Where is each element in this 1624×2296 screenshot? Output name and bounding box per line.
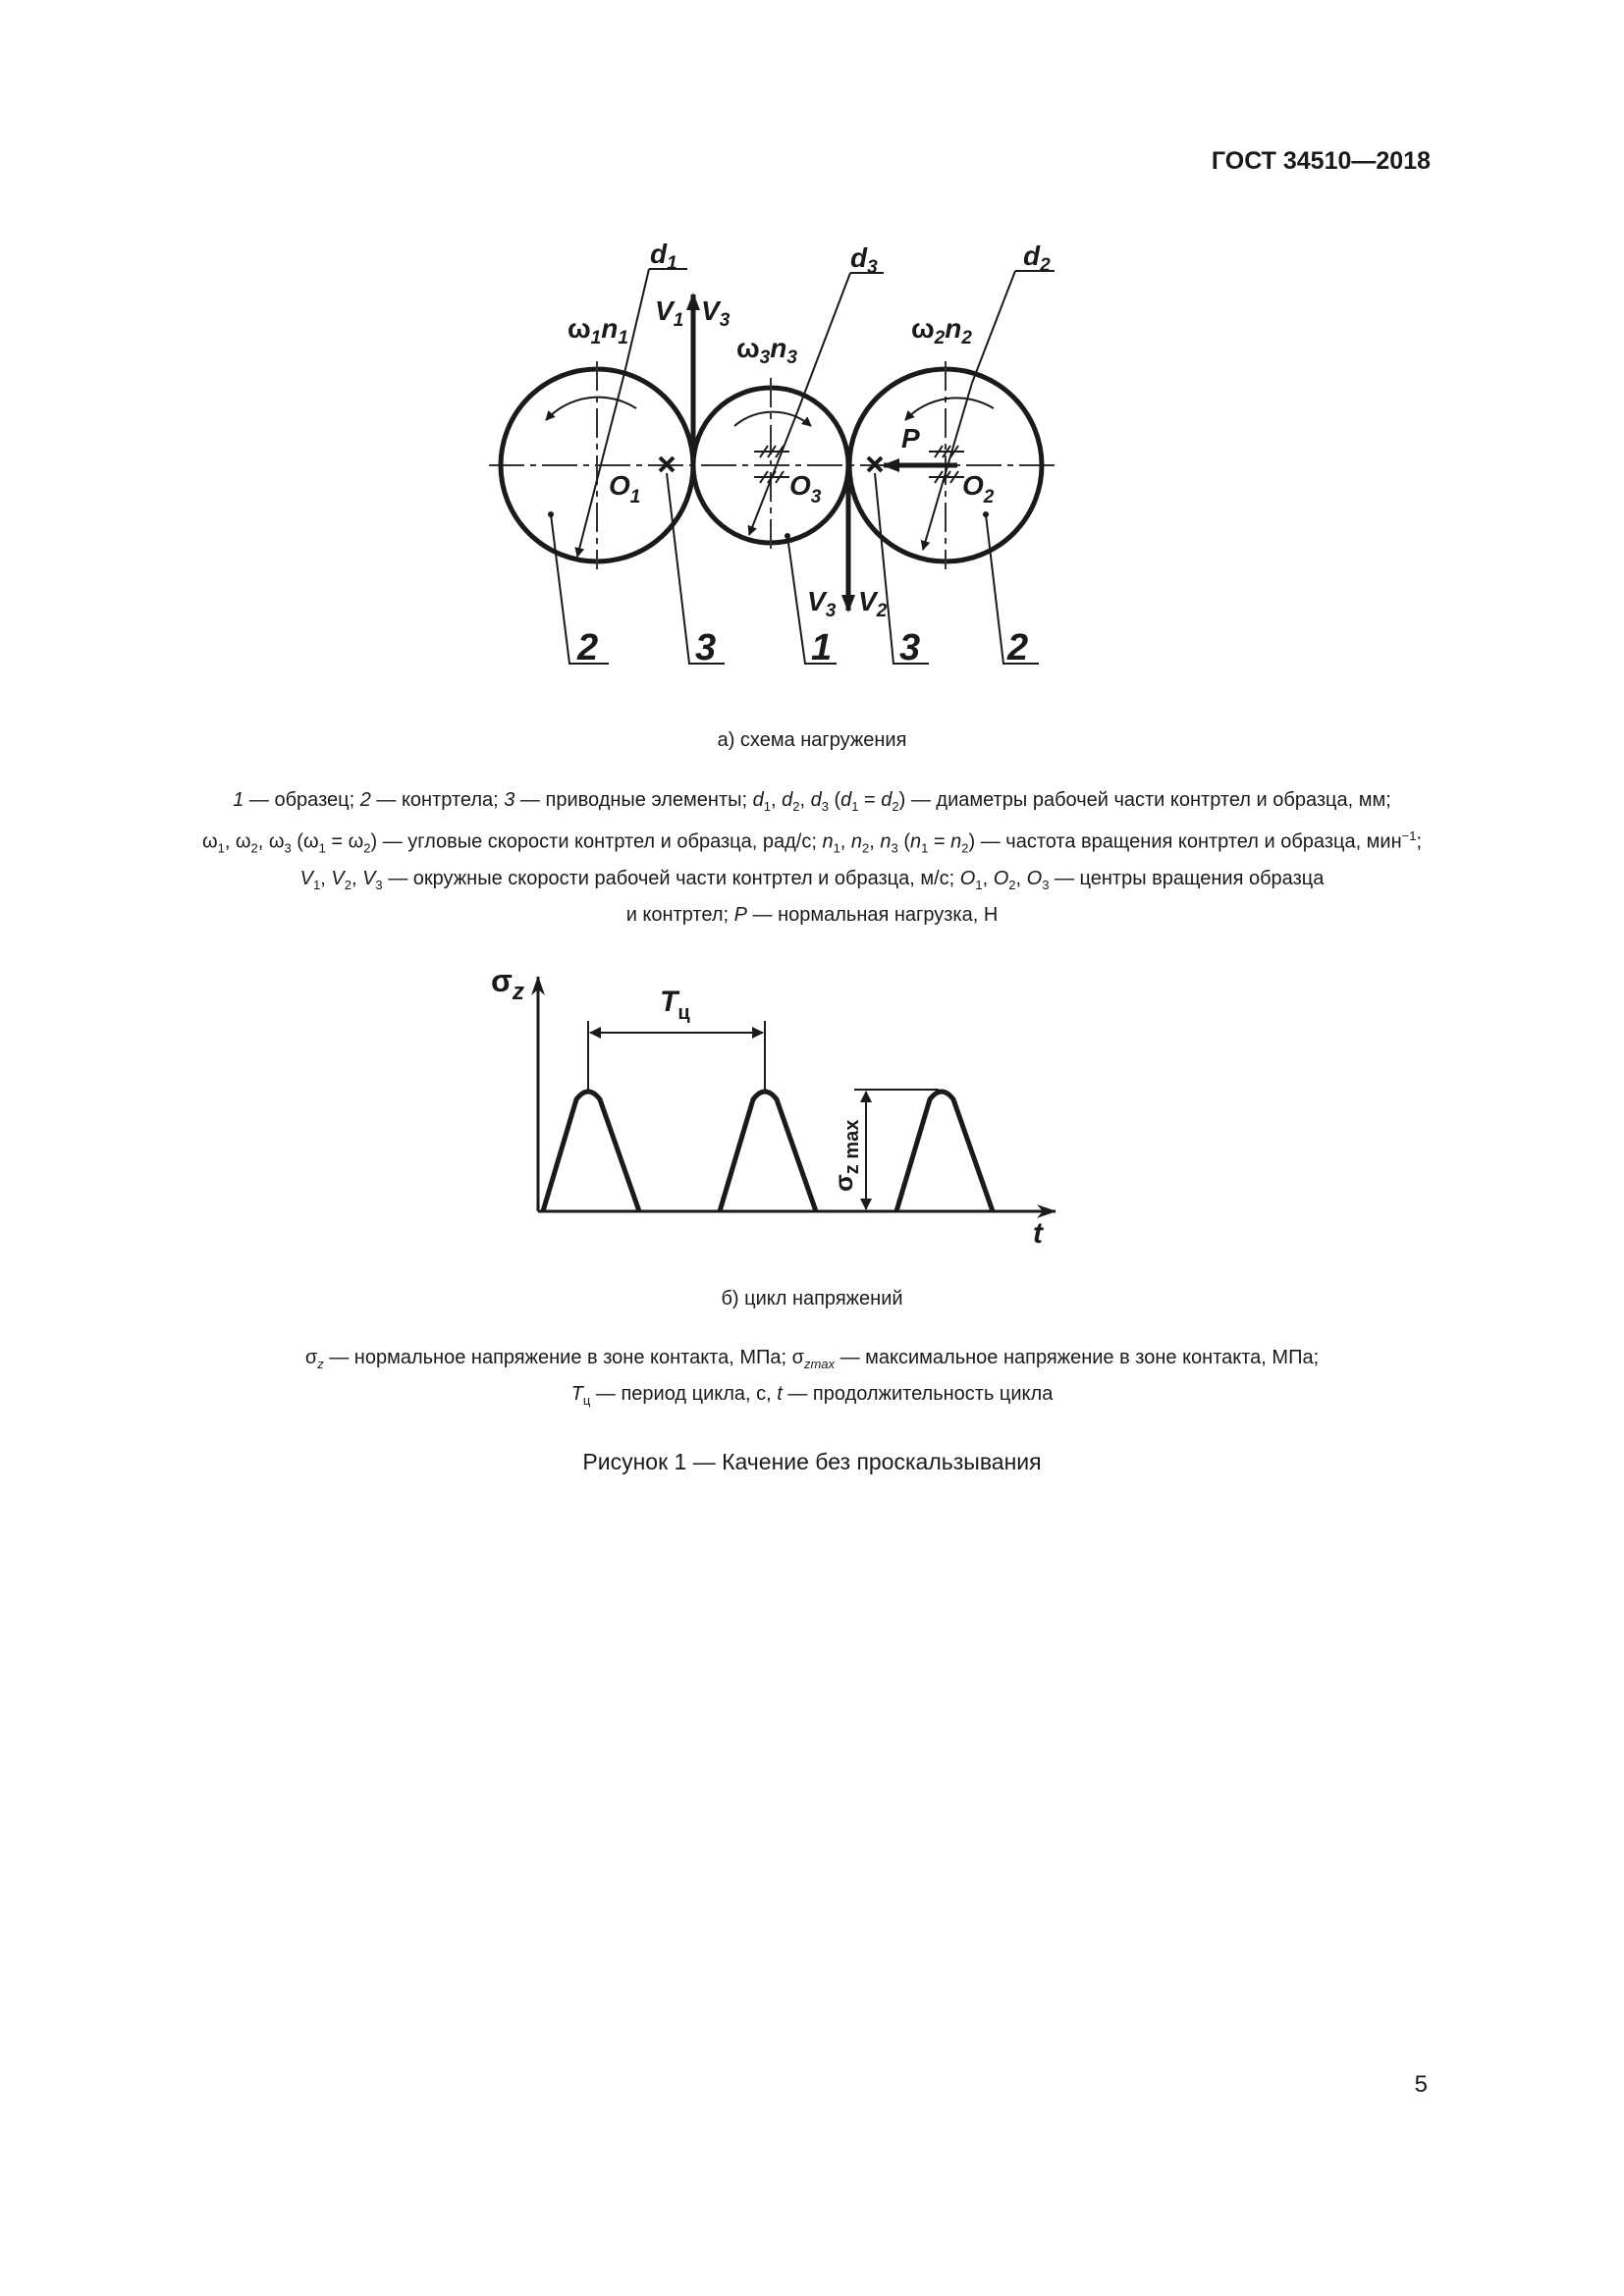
stress-pulse-2 xyxy=(720,1092,816,1211)
legend-a-line-3: $V_1$, $V_2$, $V_3$ — окружные скорости рабочей части контртел и образца, м/с; $O_1$, $O_2$, $O_3$ — центры вращения образца xyxy=(299,867,1325,892)
legend-a-line-2: $\omega_1$, $\omega_2$, $\omega_3$ $(\omega_1 = \omega_2)$ — угловые скорости контртел и образца, рад/с; $n_1$, $n_2$, $n_3$ $(n_1 = n_2)$ — частота вращения контртел и образца, мин$^{-1}$; xyxy=(201,828,1423,856)
callout-4-drive-right: 3 xyxy=(899,627,921,668)
legend-a-line-1: 1 — образец; 2 — контртела; 3 — приводные элементы; $d_1$, $d_2$, $d_3$ $(d_1 = d_2)$ — диаметры рабочей части контртел и образца, мм; xyxy=(233,789,1391,814)
label-o2: $O_2$ xyxy=(962,470,995,507)
callout-5-counterbody-right: 2 xyxy=(1007,627,1029,668)
label-o1: $O_1$ xyxy=(609,470,641,507)
label-v3-bottom: $V_3$ xyxy=(807,586,837,621)
label-w1-n1: $\omega_1n_1$ xyxy=(568,313,628,348)
label-peak-stress: $\sigma_{z max}$ xyxy=(829,1119,863,1192)
legend-a-line-4: и контртел; P — нормальная нагрузка, Н xyxy=(625,903,999,926)
label-v1: $V_1$ xyxy=(655,295,684,331)
diagram-b-caption: б) цикл напряжений xyxy=(721,1288,903,1309)
callout-1-counterbody-left: 2 xyxy=(577,627,599,668)
diagram-a-caption: а) схема нагружения xyxy=(717,729,907,751)
legend-b-line-1: $\sigma_z$ — нормальное напряжение в зоне контакта, МПа; $\sigma_{zmax}$ — максимальное напряжение в зоне контакта, МПа; xyxy=(304,1347,1320,1371)
axis-label-sigma-z: $\sigma_z$ xyxy=(491,963,524,1005)
stress-pulse-3 xyxy=(896,1092,993,1211)
label-v2: $V_2$ xyxy=(858,586,888,621)
standard-code: ГОСТ 34510—2018 xyxy=(1211,147,1431,175)
legend-b xyxy=(98,1343,1526,1415)
page-number: 5 xyxy=(1414,2071,1428,2098)
label-o3: $O_3$ xyxy=(789,470,822,507)
label-w2-n2: $\omega_2n_2$ xyxy=(911,313,972,348)
callout-2-drive-left: 3 xyxy=(695,627,717,668)
label-v3-top: $V_3$ xyxy=(701,295,731,331)
label-period: $T_ц$ xyxy=(660,986,690,1024)
callout-3-sample: 1 xyxy=(811,627,833,668)
axis-label-t: t xyxy=(1033,1217,1043,1250)
figure-title: Рисунок 1 — Качение без проскальзывания xyxy=(582,1449,1042,1474)
label-p: P xyxy=(901,423,920,454)
label-d1: $d_1$ xyxy=(650,239,677,274)
label-d3: $d_3$ xyxy=(850,242,878,278)
stress-pulse-1 xyxy=(543,1092,639,1211)
label-d2: $d_2$ xyxy=(1023,240,1051,276)
label-w3-n3: $\omega_3n_3$ xyxy=(736,333,797,368)
legend-b-line-2: $T_ц$ — период цикла, с, t — продолжительность цикла xyxy=(570,1383,1054,1408)
